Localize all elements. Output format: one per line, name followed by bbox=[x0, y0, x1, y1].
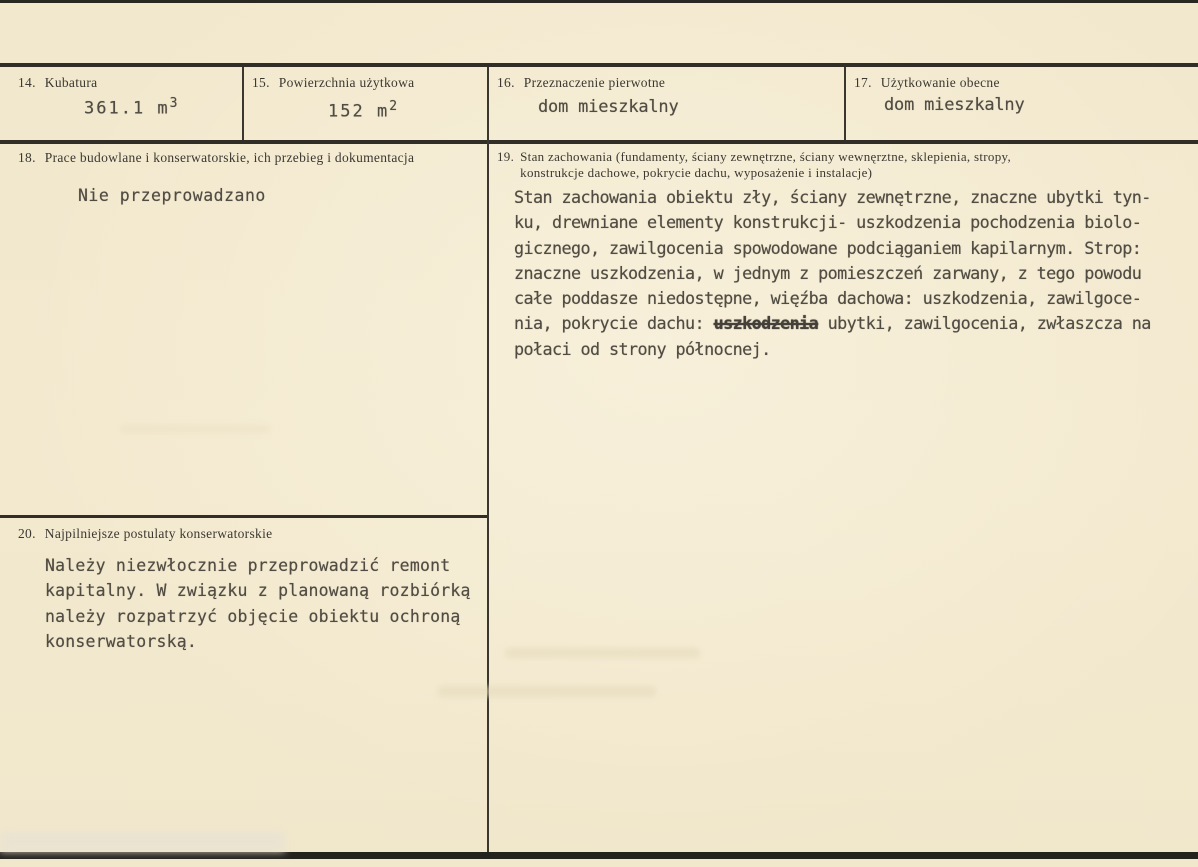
field-14-label bbox=[18, 75, 97, 91]
vertical-rule-16-17 bbox=[844, 67, 846, 140]
field-15-label bbox=[252, 75, 414, 91]
field-15-value: 152 $m^2$ bbox=[328, 99, 398, 122]
field-20-text-line: kapitalny. W związku z planowaną rozbiórką bbox=[45, 581, 471, 601]
field-19-text-line: znaczne uszkodzenia, w jednym z pomieszczeń zarwany, z tego powodu bbox=[514, 262, 1142, 283]
field-20-text-line: należy rozpatrzyć objęcie obiektu ochroną bbox=[45, 606, 461, 626]
struck-out-word: uszkodzenia bbox=[713, 313, 819, 334]
paper-edge-highlight bbox=[0, 831, 285, 852]
horizontal-rule-bottom bbox=[0, 852, 1198, 859]
field-20-text bbox=[45, 553, 471, 655]
field-18-value: Nie przeprowadzano bbox=[78, 186, 266, 205]
field-14-label-text: Kubatura bbox=[44, 75, 98, 90]
field-19-label bbox=[497, 149, 1197, 180]
bleedthrough-mark bbox=[438, 686, 656, 697]
field-15-label-text: Powierzchnia użytkowa bbox=[278, 75, 415, 90]
bleedthrough-mark bbox=[120, 425, 270, 433]
field-17-label-text: Użytkowanie obecne bbox=[880, 75, 1000, 90]
field-19-text-line: Stan zachowania obiektu zły, ściany zewnętrzne, znaczne ubytki tyn- bbox=[514, 187, 1151, 207]
field-16-value: dom mieszkalny bbox=[538, 97, 679, 117]
field-20-number: 20. bbox=[18, 526, 36, 541]
field-19-number: 19. bbox=[497, 149, 515, 164]
field-18-number: 18. bbox=[18, 150, 36, 165]
field-14-number: 14. bbox=[18, 75, 36, 90]
field-19-text-line: nia, pokrycie dachu: uszkodzenia ubytki, zawilgocenia, zwłaszcza na bbox=[514, 313, 1151, 334]
vertical-rule-center bbox=[487, 67, 489, 852]
field-16-label bbox=[497, 75, 665, 91]
field-17-value: dom mieszkalny bbox=[884, 95, 1025, 115]
field-19-label-line2: konstrukcje dachowe, pokrycie dachu, wyposażenie i instalacje) bbox=[520, 164, 873, 180]
field-19-text-line: połaci od strony północnej. bbox=[514, 338, 771, 359]
field-19-label-line1: Stan zachowania (fundamenty, ściany zewnętrzne, ściany wewnęrztne, sklepienia, stropy, bbox=[520, 149, 1012, 164]
field-19-text bbox=[514, 185, 1151, 362]
horizontal-rule-section20-top bbox=[0, 515, 489, 518]
field-16-number: 16. bbox=[497, 75, 515, 90]
field-14-value: 361.1 $m^3$ bbox=[84, 96, 178, 119]
field-18-label-text: Prace budowlane i konserwatorskie, ich przebieg i dokumentacja bbox=[44, 150, 415, 165]
field-20-text-line: konserwatorską. bbox=[45, 632, 198, 652]
field-16-label-text: Przeznaczenie pierwotne bbox=[523, 75, 666, 90]
scan-top-edge-line bbox=[0, 0, 1198, 3]
horizontal-rule-row1-bottom bbox=[0, 140, 1198, 144]
field-19-text-line: gicznego, zawilgocenia spowodowane podciąganiem kapilarnym. Strop: bbox=[514, 237, 1142, 258]
field-19-text-line: ku, drewniane elementy konstrukcji- uszkodzenia pochodzenia biolo- bbox=[514, 212, 1142, 233]
vertical-rule-14-15 bbox=[242, 67, 244, 140]
field-18-label bbox=[18, 150, 414, 166]
field-20-label-text: Najpilniejsze postulaty konserwatorskie bbox=[44, 526, 273, 541]
field-14-unit-exponent: 3 bbox=[169, 96, 178, 111]
bleedthrough-mark bbox=[505, 648, 700, 658]
field-17-label bbox=[854, 75, 1000, 91]
field-20-label bbox=[18, 526, 272, 542]
horizontal-rule-top bbox=[0, 63, 1198, 67]
field-17-number: 17. bbox=[854, 75, 872, 90]
field-19-text-line: całe poddasze niedostępne, więźba dachowa: uszkodzenia, zawilgoce- bbox=[514, 288, 1142, 309]
field-15-unit-exponent: 2 bbox=[389, 99, 398, 114]
field-20-text-line: Należy niezwłocznie przeprowadzić remont bbox=[45, 556, 451, 575]
field-15-number: 15. bbox=[252, 75, 270, 90]
